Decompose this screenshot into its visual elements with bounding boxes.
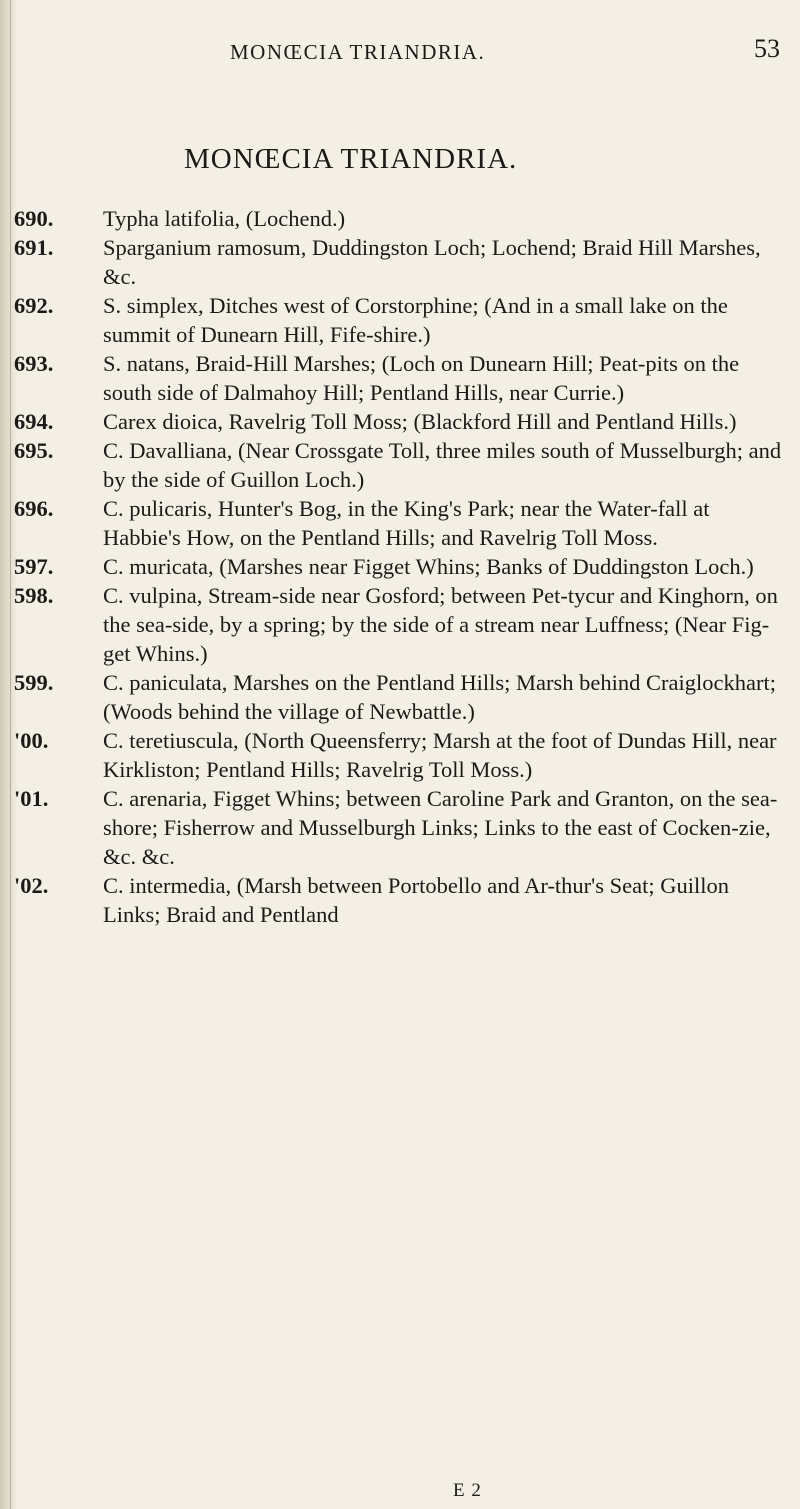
entry-number: 693.: [14, 351, 54, 376]
signature-mark: E 2: [453, 1480, 482, 1501]
entry-text: C. intermedia, (Marsh between Portobello and Ar-thur's Seat; Guillon Links; Braid and Pentland: [103, 873, 729, 927]
entry-text: Sparganium ramosum, Duddingston Loch; Lochend; Braid Hill Marshes, &c.: [103, 235, 761, 289]
list-item: [14, 407, 782, 436]
entry-number: '01.: [14, 786, 49, 811]
list-item: [14, 494, 782, 552]
entry-text: C. arenaria, Figget Whins; between Caroline Park and Granton, on the sea-shore; Fisherrow and Musselburgh Links; Links to the east of Cocken-zie, &c. &c.: [103, 786, 778, 869]
list-item: [14, 291, 782, 349]
entry-text: C. vulpina, Stream-side near Gosford; between Pet-tycur and Kinghorn, on the sea-side, by a spring; by the side of a stream near Luffness; (Near Fig-get Whins.): [103, 583, 778, 666]
entry-text: S. simplex, Ditches west of Corstorphine; (And in a small lake on the summit of Dunearn Hill, Fife-shire.): [103, 293, 728, 347]
entry-number: 599.: [14, 670, 54, 695]
entry-number: 692.: [14, 293, 54, 318]
entry-number: 696.: [14, 496, 54, 521]
list-item: [14, 552, 782, 581]
entry-number: 597.: [14, 554, 54, 579]
list-item: [14, 581, 782, 668]
list-item: [14, 784, 782, 871]
list-item: [14, 871, 782, 929]
entry-text: Carex dioica, Ravelrig Toll Moss; (Blackford Hill and Pentland Hills.): [103, 409, 737, 434]
entry-number: 598.: [14, 583, 54, 608]
entry-number: 694.: [14, 409, 54, 434]
list-item: [14, 436, 782, 494]
entry-text: Typha latifolia, (Lochend.): [103, 206, 346, 231]
list-item: [14, 204, 782, 233]
entry-number: '00.: [14, 728, 49, 753]
entry-text: C. teretiuscula, (North Queensferry; Marsh at the foot of Dundas Hill, near Kirkliston; Pentland Hills; Ravelrig Toll Moss.): [103, 728, 777, 782]
entry-text: C. Davalliana, (Near Crossgate Toll, three miles south of Musselburgh; and by the side of Guillon Loch.): [103, 438, 782, 492]
binding-edge: [10, 0, 11, 1509]
entry-number: '02.: [14, 873, 49, 898]
list-item: [14, 233, 782, 291]
list-item: [14, 726, 782, 784]
page-number: 53: [754, 34, 780, 63]
entry-number: 691.: [14, 235, 54, 260]
list-item: [14, 349, 782, 407]
entry-number: 690.: [14, 206, 54, 231]
section-title: MONŒCIA TRIANDRIA.: [184, 143, 518, 175]
entry-text: C. pulicaris, Hunter's Bog, in the King's Park; near the Water-fall at Habbie's How, on the Pentland Hills; and Ravelrig Toll Moss.: [103, 496, 710, 550]
entry-text: C. paniculata, Marshes on the Pentland Hills; Marsh behind Craiglockhart; (Woods behind the village of Newbattle.): [103, 670, 776, 724]
entry-number: 695.: [14, 438, 54, 463]
entry-text: S. natans, Braid-Hill Marshes; (Loch on Dunearn Hill; Peat-pits on the south side of Dalmahoy Hill; Pentland Hills, near Currie.): [103, 351, 740, 405]
species-list: [14, 204, 782, 929]
entry-text: C. muricata, (Marshes near Figget Whins; Banks of Duddingston Loch.): [103, 554, 754, 579]
list-item: [14, 668, 782, 726]
running-head: MONŒCIA TRIANDRIA.: [230, 40, 486, 64]
